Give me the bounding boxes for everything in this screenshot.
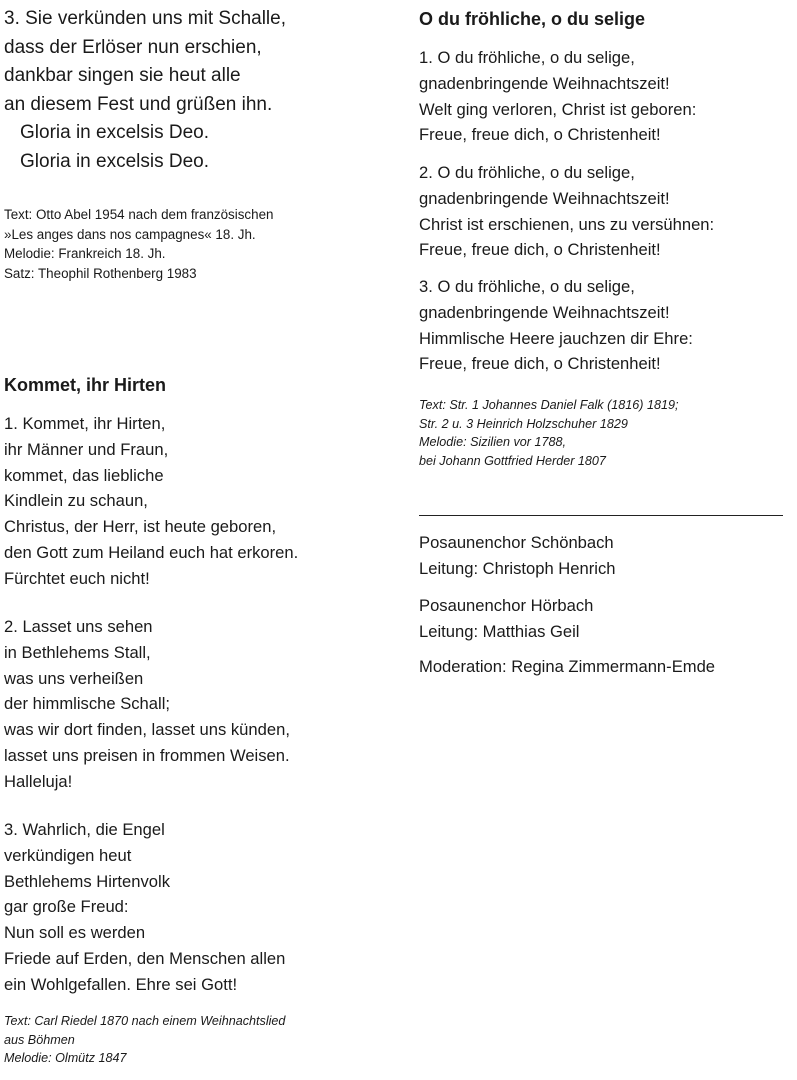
credit-line: »Les anges dans nos campagnes« 18. Jh. <box>4 226 256 242</box>
credit-line: Melodie: Olmütz 1847 <box>4 1051 127 1065</box>
credit-line: Str. 2 u. 3 Heinrich Holzschuher 1829 <box>419 416 628 431</box>
stanza-line: Bethlehems Hirtenvolk <box>4 871 171 891</box>
credit-line: Text: Str. 1 Johannes Daniel Falk (1816) 1819; <box>419 398 679 412</box>
performer-leader: Leitung: Christoph Henrich <box>419 558 616 578</box>
stanza-line: 3. Wahrlich, die Engel <box>4 820 165 839</box>
continuation-credits <box>4 205 273 283</box>
stanza-line: Kindlein zu schaun, <box>4 491 148 511</box>
stanza-1 <box>419 45 696 148</box>
stanza-line: Christ ist erschienen, uns zu versühnen: <box>419 214 715 234</box>
stanza-line: ihr Männer und Fraun, <box>4 439 169 459</box>
stanza-1 <box>4 411 298 592</box>
credit-line: Text: Otto Abel 1954 nach dem französischen <box>4 207 274 222</box>
stanza-line: was uns verheißen <box>4 668 144 688</box>
stanza-line: Freue, freue dich, o Christenheit! <box>419 240 661 260</box>
credit-line: Satz: Theophil Rothenberg 1983 <box>4 265 197 281</box>
song-credits <box>4 1012 285 1068</box>
performer-block <box>419 593 593 645</box>
stanza-line: Nun soll es werden <box>4 923 146 943</box>
section-divider <box>419 515 783 516</box>
stanza-line: Himmlische Heere jauchzen dir Ehre: <box>419 328 693 348</box>
stanza-line: gar große Freud: <box>4 897 129 917</box>
credit-line: Melodie: Sizilien vor 1788, <box>419 435 567 449</box>
performer-group: Posaunenchor Hörbach <box>419 596 594 615</box>
stanza-line: 3. Sie verkünden uns mit Schalle, <box>4 8 286 29</box>
stanza-line: den Gott zum Heiland euch hat erkoren. <box>4 542 299 562</box>
stanza-line: dankbar singen sie heut alle <box>4 65 241 86</box>
credit-line: Melodie: Frankreich 18. Jh. <box>4 246 166 262</box>
stanza-line: gnadenbringende Weihnachtszeit! <box>419 188 670 208</box>
credit-line: Text: Carl Riedel 1870 nach einem Weihnachtslied <box>4 1014 286 1028</box>
continuation-stanza <box>4 5 286 176</box>
refrain-line: Gloria in excelsis Deo. <box>20 122 210 143</box>
stanza-line: gnadenbringende Weihnachtszeit! <box>419 73 670 93</box>
stanza-line: Halleluja! <box>4 771 73 791</box>
stanza-line: verkündigen heut <box>4 845 132 865</box>
stanza-line: der himmlische Schall; <box>4 694 170 714</box>
stanza-line: 1. Kommet, ihr Hirten, <box>4 414 166 433</box>
song-title-kommet-ihr-hirten: Kommet, ihr Hirten <box>4 375 167 395</box>
stanza-line: 2. Lasset uns sehen <box>4 617 153 636</box>
stanza-line: Fürchtet euch nicht! <box>4 568 150 588</box>
stanza-line: gnadenbringende Weihnachtszeit! <box>419 302 670 322</box>
stanza-line: dass der Erlöser nun erschien, <box>4 36 262 58</box>
performer-leader: Leitung: Matthias Geil <box>419 621 580 641</box>
stanza-line: Freue, freue dich, o Christenheit! <box>419 125 661 145</box>
stanza-line: an diesem Fest und grüßen ihn. <box>4 93 273 115</box>
stanza-line: Freue, freue dich, o Christenheit! <box>419 354 661 374</box>
performer-group: Posaunenchor Schönbach <box>419 533 614 552</box>
stanza-line: Christus, der Herr, ist heute geboren, <box>4 517 277 537</box>
stanza-line: 1. O du fröhliche, o du selige, <box>419 48 635 67</box>
song-title-o-du-froehliche: O du fröhliche, o du selige <box>419 9 646 29</box>
credit-line: bei Johann Gottfried Herder 1807 <box>419 453 606 468</box>
stanza-line: in Bethlehems Stall, <box>4 642 151 662</box>
stanza-line: ein Wohlgefallen. Ehre sei Gott! <box>4 974 238 994</box>
stanza-3 <box>4 817 285 998</box>
song-credits <box>419 396 679 470</box>
credit-line: aus Böhmen <box>4 1032 75 1047</box>
stanza-line: lasset uns preisen in frommen Weisen. <box>4 745 290 765</box>
refrain-line: Gloria in excelsis Deo. <box>20 150 210 172</box>
stanza-2 <box>4 614 290 795</box>
stanza-3 <box>419 274 693 377</box>
stanza-line: 2. O du fröhliche, o du selige, <box>419 163 635 182</box>
stanza-line: Friede auf Erden, den Menschen allen <box>4 948 286 968</box>
stanza-line: Welt ging verloren, Christ ist geboren: <box>419 99 697 119</box>
moderation-line: Moderation: Regina Zimmermann-Emde <box>419 657 716 676</box>
stanza-line: kommet, das liebliche <box>4 465 164 485</box>
stanza-line: was wir dort finden, lasset uns künden, <box>4 720 290 740</box>
performer-block <box>419 530 615 582</box>
stanza-2 <box>419 160 714 263</box>
stanza-line: 3. O du fröhliche, o du selige, <box>419 277 635 296</box>
